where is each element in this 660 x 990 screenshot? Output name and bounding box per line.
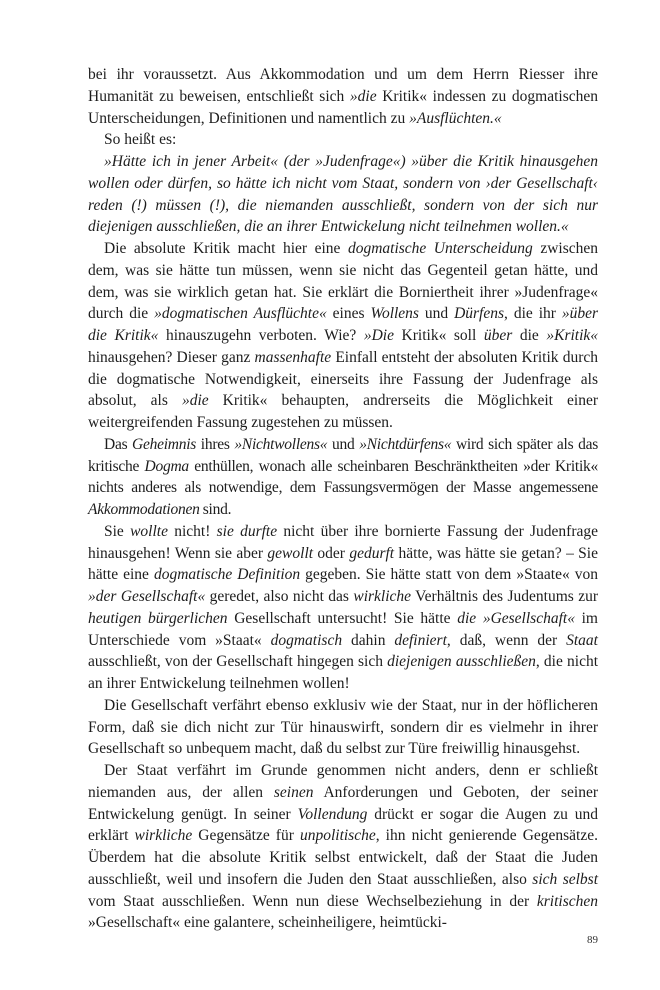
p6-text-1: Sie [104,522,131,540]
p4-emphasis-10: »die [181,392,209,410]
p5-emphasis-5: Akkommodationen [88,501,200,518]
p5-text-1: Das [104,435,133,453]
p5-emphasis-3: »Nichtdürfens« [359,435,452,453]
paragraph-3-quote [88,151,598,238]
p4-text-8: die [512,327,547,344]
p6-emphasis-5: dogmatische Definition [153,566,301,584]
p4-text-3: eines [326,305,371,323]
p4-emphasis-8: »Kritik« [546,327,599,344]
p4-emphasis-1: dogmatische Unterscheidung [347,240,533,257]
p4-emphasis-3: Wollens [370,305,419,323]
p5-text-6: sind. [199,501,232,518]
p8-text-5: , ihn nicht genierende Gegensätze. Überdem hat die absolute Kritik selbst entwickelt, daß der Staat die Juden ausschließt, weil und insofern die Juden den Staat ausschließen, also [88,827,598,888]
p6-text-8: Verhältnis des Judentums zur [411,588,599,605]
p4-text-11: Kritik« behaupten, andrerseits die Möglichkeit einer weitergreifenden Fassung zugestehen zu müssen. [88,392,598,431]
p8-emphasis-5: sich selbst [532,870,599,888]
p6-emphasis-4: gedurft [349,544,395,562]
p6-text-11: dahin [342,631,395,649]
p8-emphasis-1: seinen [273,783,314,801]
p6-emphasis-8: heutigen bürgerlichen [88,609,228,627]
p1-emphasis-die: »die [349,87,377,105]
p6-text-9: Gesellschaft untersucht! Sie hätte [227,609,458,627]
p6-emphasis-3: gewollt [267,544,314,562]
p6-emphasis-13: diejenigen ausschließen [387,653,536,671]
p4-emphasis-5: »über die Kritik« [88,305,599,344]
page-body [88,64,598,934]
p8-emphasis-4: unpolitische [299,827,376,845]
p8-text-2: Anforderungen und Geboten, der seiner Entwickelung genügt. In seiner [88,783,598,823]
p4-text-1: Die absolute Kritik macht hier eine [104,240,348,257]
p8-emphasis-6: kritischen [536,892,598,910]
p4-text-6: hinauszugehn verboten. Wie? [158,327,364,344]
p4-emphasis-6: »Die [363,327,394,344]
p6-emphasis-11: definiert [394,631,447,649]
p8-text-3: drückt er sogar die Augen zu und erklärt [88,805,598,845]
p8-text-6: vom Staat ausschließen. Wenn nun diese Wechselbeziehung in der [88,892,537,910]
p6-text-4: oder [313,544,350,562]
paragraph-7: Die Gesellschaft verfährt ebenso exklusiv wie der Staat, nur in der höflicheren Form, daß sie dich nicht zur Tür hinauswirft, sondern dir es vielmehr in ihrer Gesellschaft so unbequem macht, daß du selbst zur Türe freiwillig hinausgehst. [88,696,598,758]
p6-text-3: nicht über ihre bornierte Fassung der Judenfrage hinausgehen! Wenn sie aber [88,522,599,562]
paragraph-1 [88,64,598,129]
paragraph-8 [88,760,598,934]
p8-text-7: »Gesellschaft« eine galantere, scheinheiligere, heimtücki- [88,914,447,932]
p6-emphasis-6: »der Gesellschaft« [88,588,206,605]
p6-text-13: ausschließt, von der Gesellschaft hingegen sich [88,653,388,671]
p5-text-4: wird sich später als das kritische [88,435,598,475]
p6-text-5: hätte, was hätte sie getan? – Sie hätte eine [88,544,598,584]
p1-emphasis-ausfluechten: »Ausflüchten.« [409,109,502,127]
p5-emphasis-4: Dogma [144,457,189,475]
p6-text-10: im Unterschiede vom »Staat« [88,609,598,649]
p8-emphasis-3: wirkliche [134,827,193,845]
p8-text-4: Gegensätze für [192,827,300,845]
p1-text-2: Kritik« indessen zu dogmatischen Unterscheidungen, Definitionen und namentlich zu [88,87,599,127]
p4-emphasis-2: »dogmatischen Ausflüchte« [154,305,327,323]
p4-emphasis-7: über [483,327,513,344]
p6-emphasis-1: wollte [130,522,168,540]
paragraph-2: So heißt es: [104,131,177,149]
p6-text-14: , die nicht an ihrer Entwickelung teilnehmen wollen! [88,653,598,692]
paragraph-6 [88,521,598,695]
p5-text-3: und [327,435,360,453]
p6-text-2: nicht! [167,522,217,540]
p4-text-5: , die ihr [504,305,562,323]
paragraph-4 [88,238,598,434]
p4-emphasis-4: Dürfens [454,305,505,323]
p5-emphasis-2: »Nichtwollens« [234,435,328,453]
p6-text-12: , daß, wenn der [446,631,567,649]
p6-text-6: gegeben. Sie hätte statt von dem »Staate« von [300,566,598,584]
p4-text-10: Einfall entsteht der absoluten Kritik durch die dogmatische Notwendigkeit, einerseits ihre Fassung der Judenfrage als absolut, als [88,348,598,410]
p6-emphasis-9: die »Gesellschaft« [457,609,575,627]
paragraph-5 [88,434,598,521]
p8-emphasis-2: Vollendung [297,805,368,823]
p1-text-1: bei ihr voraussetzt. Aus Akkommodation und um dem Herrn Riesser ihre Humanität zu beweisen, entschließt sich [88,66,598,105]
p5-text-5: enthüllen, wonach alle scheinbaren Beschränktheiten »der Kritik« nichts anderes als notwendige, dem Fassungsvermögen der Masse angemessene [88,457,599,497]
p6-emphasis-2: sie durfte [216,522,278,540]
p8-text-1: Der Staat verfährt im Grunde genommen nicht anders, denn er schließt niemanden aus, der allen [88,762,598,801]
page-number: 89 [587,934,598,946]
p4-text-4: und [418,305,455,323]
p4-text-9: hinausgehen? Dieser ganz [88,348,255,366]
p4-text-7: Kritik« soll [393,327,484,344]
p4-text-2: zwischen dem, was sie hätte tun müssen, wenn sie nicht das Gegenteil getan hätte, und dem, was sie wirklich getan hat. Sie erklärt die Borniertheit ihrer »Judenfrage« durch die [88,240,598,323]
p6-text-7: geredet, also nicht das [205,588,354,605]
p5-text-2: ihres [196,435,235,453]
p6-emphasis-12: Staat [566,631,598,649]
p5-emphasis-1: Geheimnis [132,435,197,453]
p4-emphasis-9: massenhafte [254,348,332,366]
p3-quote-text: »Hätte ich in jener Arbeit« (der »Judenfrage«) »über die Kritik hinausgehen wollen oder dürfen, so hätte ich nicht vom Staat, sondern von ›der Gesellschaft‹ reden (!) müssen (!), die niemanden ausschließt, sondern von der sich nur diejenigen ausschließen, die an ihrer Entwickelung nicht teilnehmen wollen.« [88,153,598,236]
p6-emphasis-10: dogmatisch [270,631,343,649]
p6-emphasis-7: wirkliche [353,588,412,605]
